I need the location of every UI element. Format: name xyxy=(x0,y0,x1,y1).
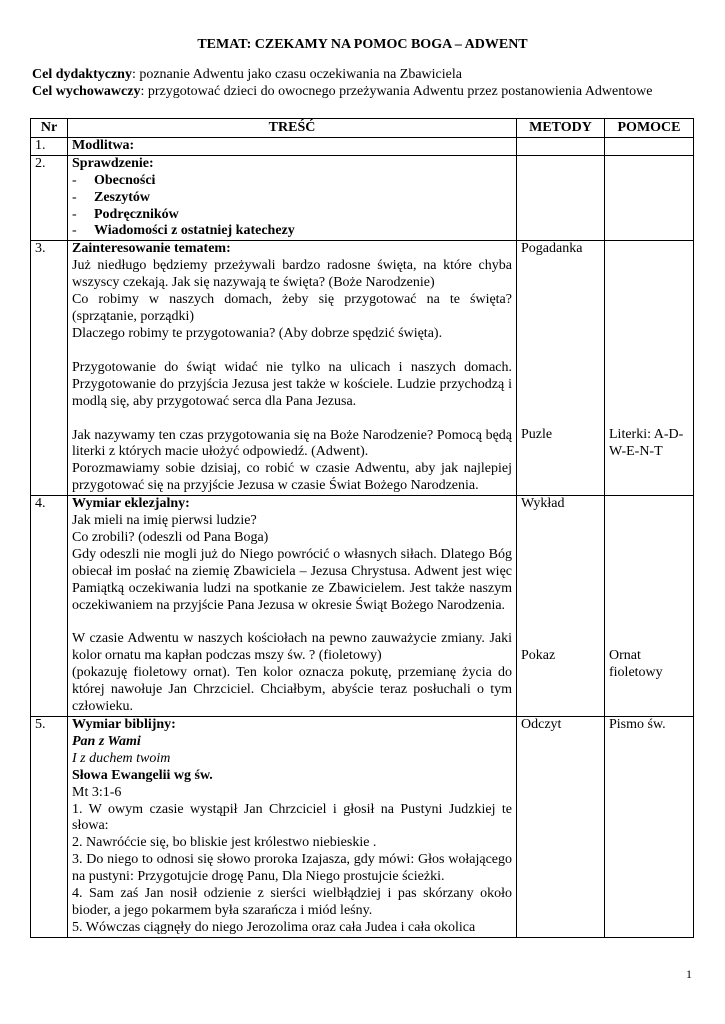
verse: 1. W owym czasie wystąpił Jan Chrzciciel i głosił na Pustyni Judzkiej te słowa: xyxy=(72,801,512,834)
row-methods xyxy=(517,155,605,241)
row-methods xyxy=(517,496,605,717)
gospel-intro: Słowa Ewangelii wg św. xyxy=(72,767,213,783)
row-content xyxy=(68,137,517,155)
aid-label: Literki: A-D-W-E-N-T xyxy=(609,427,684,460)
row-content xyxy=(68,241,517,496)
list-dash: - xyxy=(72,172,77,188)
table-header-row xyxy=(31,119,694,138)
header-tresc: TREŚĆ xyxy=(68,119,517,138)
scripture-reference: Mt 3:1-6 xyxy=(72,784,122,800)
educational-goal-text: : przygotować dzieci do owocnego przeżywania Adwentu przez postanowienia Adwentowe xyxy=(140,84,653,99)
verse: 2. Nawróćcie się, bo bliskie jest królestwo niebieskie . xyxy=(72,835,377,851)
method-label: Puzle xyxy=(521,427,553,443)
method-label: Pogadanka xyxy=(521,241,583,257)
row-number: 1. xyxy=(31,137,68,155)
row-aids xyxy=(605,496,694,717)
table-row xyxy=(31,241,694,496)
didactic-goal xyxy=(32,66,702,83)
paragraph-spacer xyxy=(72,343,512,360)
aid-label: Pismo św. xyxy=(609,717,666,732)
section-heading: Sprawdzenie: xyxy=(72,155,154,171)
row-content xyxy=(68,496,517,717)
row-methods xyxy=(517,241,605,496)
header-nr: Nr xyxy=(31,119,68,138)
verse: 5. Wówczas ciągnęły do niego Jerozolima oraz cała Judea i cała okolica xyxy=(72,919,476,935)
paragraph: Co zrobili? (odeszli od Pana Boga) xyxy=(72,529,269,545)
table-row xyxy=(31,137,694,155)
table-row xyxy=(31,717,694,938)
table-row xyxy=(31,496,694,717)
liturgical-response: I z duchem twoim xyxy=(72,750,171,766)
row-number: 5. xyxy=(31,717,68,938)
paragraph-spacer xyxy=(72,411,512,428)
row-methods xyxy=(517,717,605,938)
educational-goal-label: Cel wychowawczy xyxy=(32,84,141,99)
paragraph: Jak nazywamy ten czas przygotowania się na Boże Narodzenie? Pomocą będą literki z których macie ułożyć odpowiedź. (Adwent). xyxy=(72,427,512,460)
section-heading: Wymiar eklezjalny: xyxy=(72,496,190,512)
page-number: 1 xyxy=(686,967,692,981)
aid-label: Ornat fioletowy xyxy=(609,648,663,681)
spacer xyxy=(521,513,600,648)
list-dash: - xyxy=(72,206,77,222)
lesson-goals xyxy=(32,66,702,100)
list-item-label: Obecności xyxy=(94,172,156,188)
table-row xyxy=(31,155,694,241)
row-methods xyxy=(517,137,605,155)
section-heading: Zainteresowanie tematem: xyxy=(72,241,231,257)
list-item-label: Wiadomości z ostatniej katechezy xyxy=(94,223,295,239)
verse: 4. Sam zaś Jan nosił odzienie z sierści wielbłądziej i pas skórzany około bioder, a jego pokarmem była szarańcza i miód leśny. xyxy=(72,886,512,918)
paragraph: Jak mieli na imię pierwsi ludzie? xyxy=(72,513,257,529)
spacer xyxy=(609,496,689,648)
educational-goal xyxy=(32,83,702,100)
paragraph: Dlaczego robimy te przygotowania? (Aby dobrze spędzić święta). xyxy=(72,325,443,341)
paragraph: Porozmawiamy sobie dzisiaj, co robić w czasie Adwentu, aby jak najlepiej przygotować się na przyjście Jezusa w czasie Świat Bożego Narodzenia. xyxy=(72,461,512,494)
section-heading: Modlitwa: xyxy=(72,137,135,153)
list-item-label: Podręczników xyxy=(94,206,179,222)
row-number: 2. xyxy=(31,155,68,241)
row-number: 4. xyxy=(31,496,68,717)
list-dash: - xyxy=(72,223,77,239)
header-metody: METODY xyxy=(517,119,605,138)
method-label: Odczyt xyxy=(521,717,562,732)
list-dash: - xyxy=(72,189,77,205)
didactic-goal-text: : poznanie Adwentu jako czasu oczekiwania na Zbawiciela xyxy=(131,67,462,82)
list-item xyxy=(72,223,512,240)
row-content xyxy=(68,717,517,938)
paragraph-spacer xyxy=(72,614,512,631)
row-number: 3. xyxy=(31,241,68,496)
method-label: Pokaz xyxy=(521,648,556,664)
list-item xyxy=(72,173,512,190)
paragraph: W czasie Adwentu w naszych kościołach na pewno zauważycie zmiany. Jaki kolor ornatu ma kapłan podczas mszy św. ? (fioletowy) xyxy=(72,631,512,664)
page-title: TEMAT: CZEKAMY NA POMOC BOGA – ADWENT xyxy=(197,37,528,52)
list-item-label: Zeszytów xyxy=(94,189,150,205)
verse: 3. Do niego to odnosi się słowo proroka Izajasza, gdy mówi: Głos wołającego na pustyni: Przygotujcie drogę Panu, Dla Niego prostujcie ścieżki. xyxy=(72,852,512,885)
spacer xyxy=(521,258,600,427)
row-aids xyxy=(605,717,694,938)
paragraph: Przygotowanie do świąt widać nie tylko na ulicach i naszych domach. Przygotowanie do przyjścia Jezusa jest także w kościele. Ludzie przychodzą i modlą się, aby przygotować serca dla Pana Jezusa. xyxy=(72,359,512,409)
row-aids xyxy=(605,241,694,496)
header-pomoce: POMOCE xyxy=(605,119,694,138)
row-content xyxy=(68,155,517,241)
row-aids xyxy=(605,137,694,155)
spacer xyxy=(609,241,689,427)
list-item xyxy=(72,190,512,207)
paragraph: Gdy odeszli nie mogli już do Niego powrócić o własnych siłach. Dlatego Bóg obiecał im posłać na ziemię Zbawiciela – Jezusa Chrystusa. Adwent jest więc Pamiątką oczekiwania ludzi na spotkanie ze Zbawicielem. Jest także naszym oczekiwaniem na przyjście Pana Jezusa w okresie Świąt Bożego Narodzenia. xyxy=(72,546,512,613)
paragraph: Co robimy w naszych domach, żeby się przygotować na te święta? (sprzątanie, porządki) xyxy=(72,292,512,324)
liturgical-dialogue: Pan z Wami xyxy=(72,733,141,749)
didactic-goal-label: Cel dydaktyczny xyxy=(32,67,132,82)
lesson-table xyxy=(30,118,694,938)
paragraph: Już niedługo będziemy przeżywali bardzo radosne święta, na które chyba wszyscy czekają. Jak się nazywają te święta? (Boże Narodzenie) xyxy=(72,258,512,291)
paragraph: (pokazuję fioletowy ornat). Ten kolor oznacza pokutę, przemianę życia do której nawołuje Jan Chrzciciel. Chciałbym, abyście teraz posłuchali o tym człowieku. xyxy=(72,665,512,715)
row-aids xyxy=(605,155,694,241)
section-heading: Wymiar biblijny: xyxy=(72,717,176,732)
method-label: Wykład xyxy=(521,496,565,512)
list-item xyxy=(72,207,512,224)
